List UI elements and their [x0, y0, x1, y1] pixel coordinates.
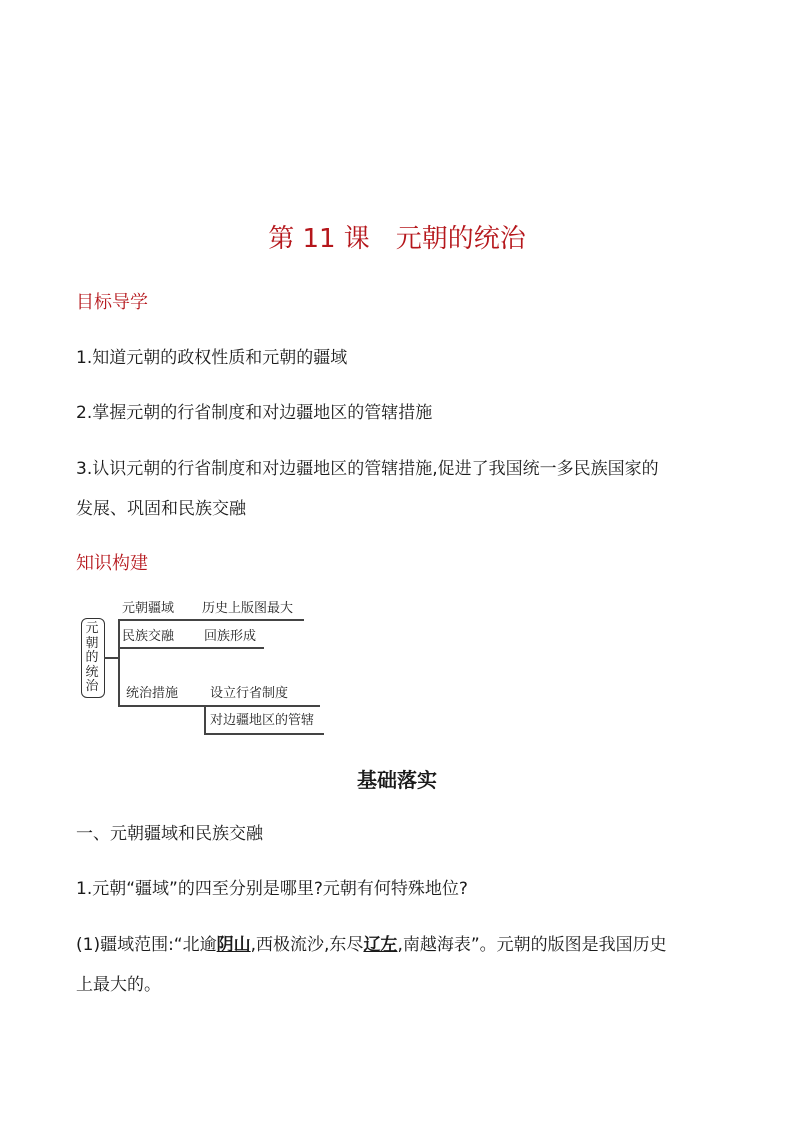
connector-spine	[118, 619, 120, 706]
page-title: 第 11 课 元朝的统治	[268, 224, 526, 254]
goal-item-1: 1.知道元朝的政权性质和元朝的疆域	[76, 348, 348, 368]
answer-1-line-2: 上最大的。	[76, 975, 161, 995]
section-heading-goals: 目标导学	[76, 292, 148, 313]
part-heading: 一、元朝疆域和民族交融	[76, 824, 263, 844]
branch-underline-3	[118, 705, 320, 707]
goal-item-3-continued: 发展、巩固和民族交融	[76, 499, 246, 519]
question-1: 1.元朝“疆域”的四至分别是哪里?元朝有何特殊地位?	[76, 879, 468, 899]
mind-map-root: 元朝的统治	[85, 621, 99, 694]
answer-blank-yinshan: 阴山	[216, 935, 251, 955]
sub-underline	[204, 733, 324, 735]
branch-underline-1	[118, 619, 304, 621]
branch-label-3: 统治措施	[126, 686, 179, 701]
connector-sub	[204, 705, 206, 733]
goal-item-3: 3.认识元朝的行省制度和对边疆地区的管辖措施,促进了我国统一多民族国家的	[76, 459, 659, 479]
branch-detail-2: 回族形成	[204, 629, 257, 644]
answer-1	[76, 932, 667, 958]
section-heading-knowledge: 知识构建	[76, 553, 148, 574]
branch-detail-3: 设立行省制度	[210, 686, 289, 701]
answer-1-mid: ,西极流沙,东尽	[250, 935, 364, 955]
sub-branch-detail: 对边疆地区的管辖	[210, 713, 315, 728]
answer-blank-liaozuo: 辽左	[363, 935, 398, 955]
connector-root	[104, 657, 118, 659]
answer-1-suffix: ,南越海表”。元朝的版图是我国历史	[397, 935, 667, 955]
goal-item-2: 2.掌握元朝的行省制度和对边疆地区的管辖措施	[76, 403, 433, 423]
branch-label-1: 元朝疆域	[122, 601, 175, 616]
branch-underline-2	[118, 647, 264, 649]
branch-label-2: 民族交融	[122, 629, 175, 644]
basic-heading: 基础落实	[357, 768, 437, 792]
branch-detail-1: 历史上版图最大	[202, 601, 294, 616]
answer-1-prefix: (1)疆域范围:“北逾	[76, 935, 217, 955]
